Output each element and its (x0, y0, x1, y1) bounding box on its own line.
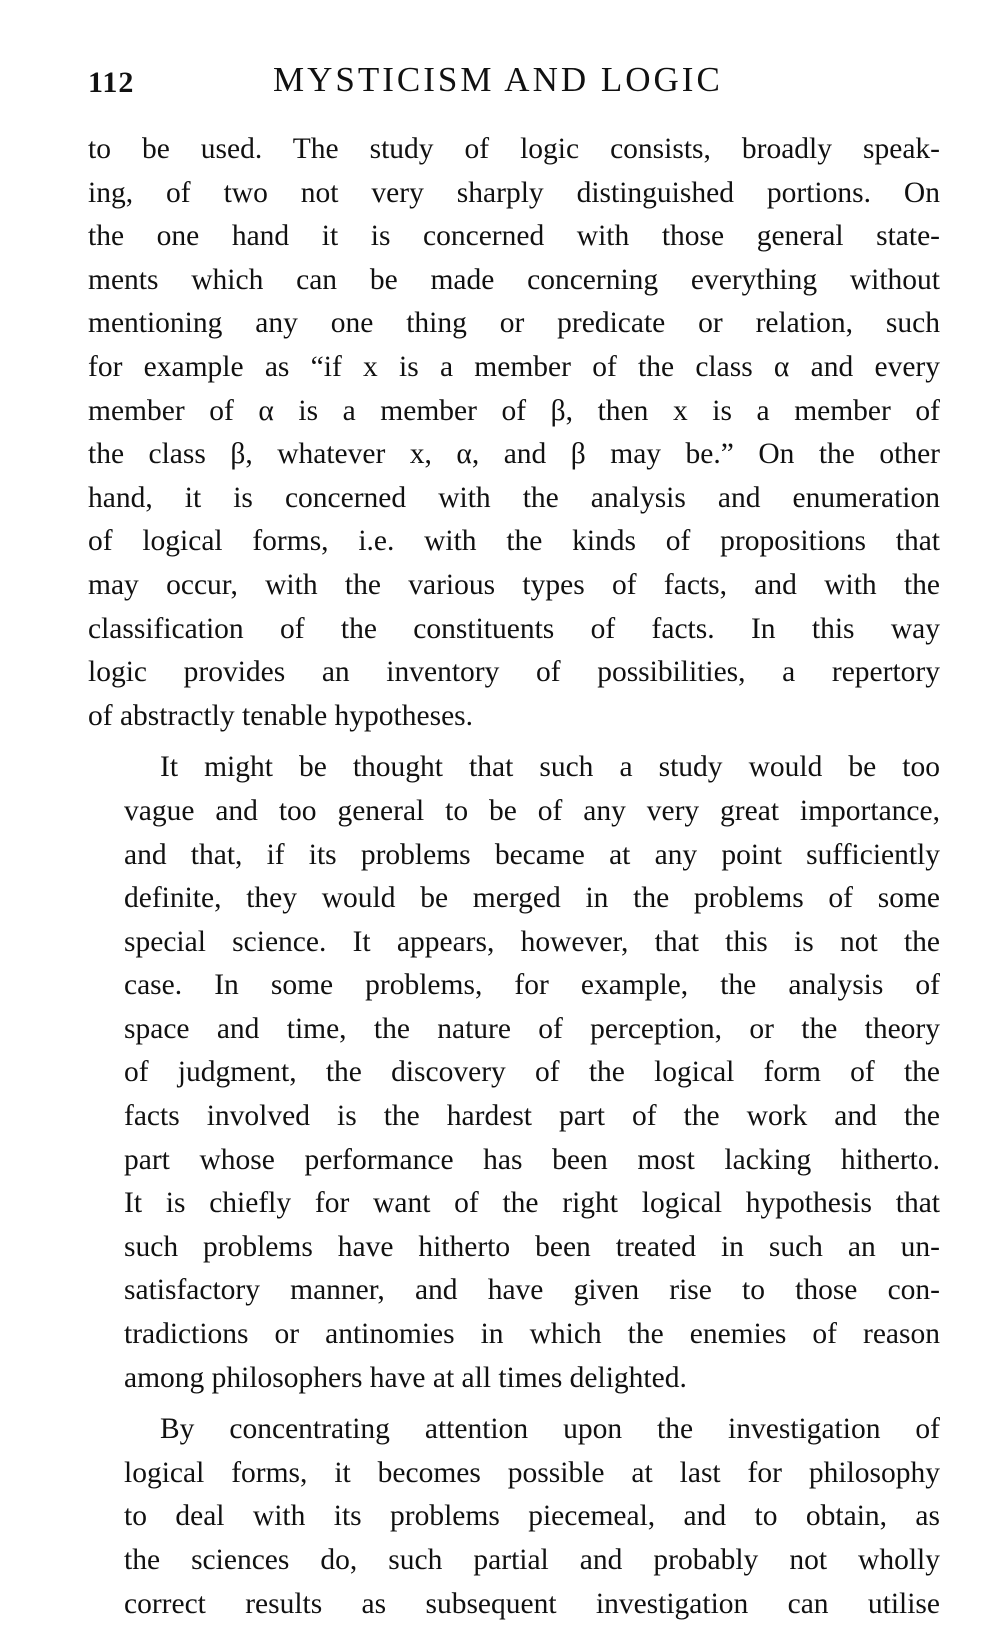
text-line: It is chiefly for want of the right logical hypothesis that (124, 1187, 940, 1220)
text-line: of judgment, the discovery of the logical form of the (124, 1056, 940, 1089)
text-line: definite, they would be merged in the problems of some (124, 882, 940, 915)
text-line: the one hand it is concerned with those general state- (88, 220, 940, 253)
text-line: classification of the constituents of facts. In this way (88, 612, 940, 645)
text-line: vague and too general to be of any very great importance, (124, 794, 940, 827)
text-line: of logical forms, i.e. with the kinds of propositions that (88, 525, 940, 558)
text-line: hand, it is concerned with the analysis and enumeration (88, 481, 940, 514)
text-line: space and time, the nature of perception, or the theory (124, 1012, 940, 1045)
text-line: to be used. The study of logic consists, broadly speak- (88, 133, 940, 165)
text-line: tradictions or antinomies in which the enemies of reason (124, 1318, 940, 1351)
text-line: the class β, whatever x, α, and β may be.” On the other (88, 438, 940, 471)
text-line: such problems have hitherto been treated in such an un- (124, 1230, 940, 1263)
text-line: of abstractly tenable hypotheses. (88, 699, 474, 732)
paragraph-3 (88, 1408, 940, 1626)
paragraph-1 (88, 128, 940, 738)
text-line: the sciences do, such partial and probably not wholly (124, 1544, 940, 1576)
text-line: ments which can be made concerning everything without (88, 263, 940, 296)
body-text (88, 128, 940, 1626)
page-number: 112 (88, 66, 135, 99)
running-title: MYSTICISM AND LOGIC (273, 60, 723, 99)
text-line: mentioning any one thing or predicate or relation, such (88, 307, 940, 340)
text-line: correct results as subsequent investigation can utilise (124, 1587, 940, 1620)
text-line: ing, of two not very sharply distinguished portions. On (88, 176, 940, 209)
text-line: and that, if its problems became at any point sufficiently (124, 838, 940, 871)
text-line: facts involved is the hardest part of the work and the (124, 1100, 940, 1133)
text-line: part whose performance has been most lacking hitherto. (124, 1143, 940, 1176)
text-line: member of α is a member of β, then x is a member of (88, 394, 940, 427)
text-line: logic provides an inventory of possibilities, a repertory (88, 656, 940, 689)
text-line: special science. It appears, however, that this is not the (124, 925, 940, 958)
paragraph-2 (88, 746, 940, 1400)
text-line: It might be thought that such a study would be too (160, 751, 940, 784)
text-line: satisfactory manner, and have given rise to those con- (124, 1274, 940, 1307)
text-line: logical forms, it becomes possible at last for philosophy (124, 1456, 940, 1489)
text-line: By concentrating attention upon the investigation of (160, 1413, 940, 1446)
text-line: among philosophers have at all times delighted. (124, 1361, 687, 1394)
text-line: may occur, with the various types of facts, and with the (88, 568, 940, 601)
text-line: for example as “if x is a member of the class α and every (88, 350, 940, 383)
text-line: to deal with its problems piecemeal, and to obtain, as (124, 1500, 940, 1533)
text-line: case. In some problems, for example, the analysis of (124, 969, 940, 1002)
running-head (88, 60, 940, 108)
